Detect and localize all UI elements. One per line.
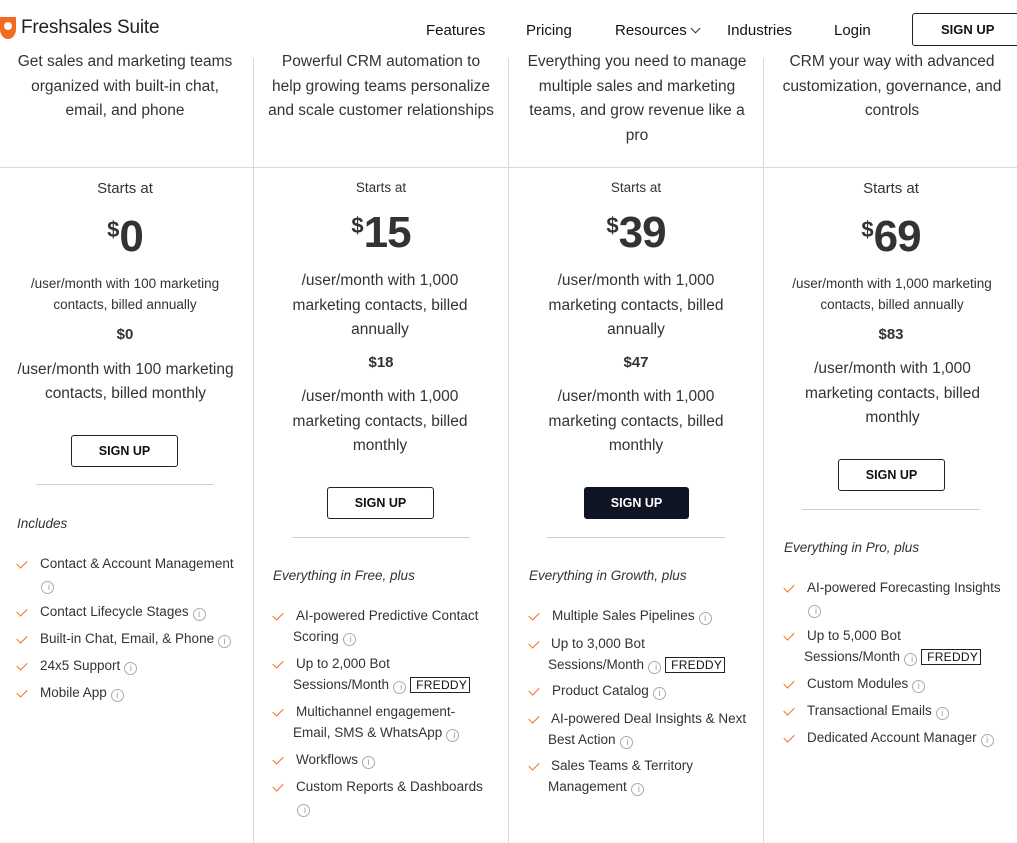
feature-item [807, 700, 949, 721]
check-icon [528, 609, 539, 620]
feature-item [293, 701, 468, 743]
column-divider [508, 58, 509, 843]
check-icon [783, 629, 794, 640]
feature-text: Built-in Chat, Email, & Phone [40, 631, 215, 646]
info-icon[interactable]: i [620, 736, 633, 749]
price-value: 69 [873, 212, 921, 261]
nav-resources-label: Resources [615, 22, 687, 39]
feature-text: Contact & Account Management [40, 556, 234, 571]
starts-at-label: Starts at [863, 180, 919, 197]
monthly-billing-note: /user/month with 1,000 marketing contacts, billed monthly [548, 388, 724, 454]
info-icon[interactable]: i [936, 707, 949, 720]
feature-text: Product Catalog [552, 683, 649, 698]
info-icon[interactable]: i [446, 729, 459, 742]
plan-pro-signup-button[interactable]: SIGN UP [584, 487, 689, 519]
plan-enterprise-signup-button[interactable]: SIGN UP [838, 459, 945, 491]
nav-features[interactable]: Features [426, 22, 486, 39]
feature-text: Sales Teams & Territory Management [548, 758, 694, 794]
feature-text: AI-powered Predictive Contact Scoring [293, 608, 479, 644]
monthly-billing-note: /user/month with 1,000 marketing contacts, billed monthly [805, 360, 980, 426]
check-icon [272, 753, 283, 764]
feature-text: Custom Modules [807, 676, 909, 691]
plan-price [510, 208, 762, 258]
info-icon[interactable]: i [41, 581, 54, 594]
column-divider [253, 58, 254, 843]
annual-billing-note: /user/month with 1,000 marketing contacts, billed annually [548, 272, 724, 338]
plan-enterprise-description: CRM your way with advanced customization, governance, and controls [782, 53, 1002, 119]
currency-symbol: $ [606, 213, 618, 239]
feature-text: AI-powered Deal Insights & Next Best Action [548, 711, 747, 747]
feature-text: Up to 2,000 Bot Sessions/Month [293, 656, 390, 692]
nav-login[interactable]: Login [834, 22, 871, 39]
feature-item [40, 601, 206, 622]
feature-text: Multiple Sales Pipelines [552, 608, 695, 623]
feature-item [807, 727, 994, 748]
feature-item [807, 673, 925, 694]
feature-item [40, 655, 137, 676]
feature-item [293, 605, 498, 647]
monthly-price: $0 [116, 326, 134, 343]
feature-text: 24x5 Support [40, 658, 121, 673]
feature-text: Workflows [296, 752, 359, 767]
info-icon[interactable]: i [631, 783, 644, 796]
plan-free-description: Get sales and marketing teams organized with built-in chat, email, and phone [17, 53, 233, 119]
section-separator [36, 484, 214, 485]
currency-symbol: $ [861, 217, 873, 243]
check-icon [16, 686, 27, 697]
feature-text: Custom Reports & Dashboards [296, 779, 483, 794]
monthly-price: $47 [623, 354, 649, 371]
feature-text: Contact Lifecycle Stages [40, 604, 189, 619]
check-icon [16, 605, 27, 616]
check-icon [272, 780, 283, 791]
section-separator [547, 537, 725, 538]
includes-label: Includes [17, 516, 68, 531]
plan-price [255, 208, 507, 258]
nav-resources[interactable] [615, 22, 699, 39]
plan-pro-description: Everything you need to manage multiple sales and marketing teams, and grow revenue like a pro [527, 53, 747, 144]
info-icon[interactable]: i [343, 633, 356, 646]
info-icon[interactable]: i [362, 756, 375, 769]
check-icon [783, 731, 794, 742]
feature-item [293, 776, 493, 818]
info-icon[interactable]: i [297, 804, 310, 817]
check-icon [272, 657, 283, 668]
info-icon[interactable]: i [912, 680, 925, 693]
currency-symbol: $ [351, 213, 363, 239]
freshsales-logo-icon [0, 17, 16, 39]
info-icon[interactable]: i [218, 635, 231, 648]
feature-text: AI-powered Forecasting Insights [807, 580, 1001, 595]
includes-label: Everything in Free, plus [273, 568, 415, 583]
check-icon [528, 684, 539, 695]
feature-text: Transactional Emails [807, 703, 932, 718]
starts-at-label: Starts at [355, 180, 407, 195]
feature-item [804, 577, 1014, 619]
info-icon[interactable]: i [981, 734, 994, 747]
plan-price [765, 212, 1017, 262]
info-icon[interactable]: i [393, 681, 406, 694]
info-icon[interactable]: i [193, 608, 206, 621]
feature-text: Mobile App [40, 685, 107, 700]
freddy-badge: FREDDY [410, 677, 470, 693]
plan-growth-description: Powerful CRM automation to help growing teams personalize and scale customer relationships [268, 53, 494, 119]
column-divider [763, 58, 764, 843]
info-icon[interactable]: i [648, 661, 661, 674]
price-value: 15 [363, 208, 411, 257]
monthly-price: $83 [878, 326, 904, 343]
feature-item [40, 628, 231, 649]
row-divider [0, 167, 1017, 168]
monthly-price: $18 [368, 354, 394, 371]
feature-text: Up to 3,000 Bot Sessions/Month [548, 636, 645, 672]
monthly-billing-note: /user/month with 1,000 marketing contacts, billed monthly [292, 388, 468, 454]
feature-text: Dedicated Account Manager [807, 730, 977, 745]
currency-symbol: $ [107, 217, 119, 243]
feature-item [296, 749, 375, 770]
check-icon [16, 557, 27, 568]
feature-item [548, 708, 753, 750]
annual-billing-note: /user/month with 1,000 marketing contacts, billed annually [292, 272, 468, 338]
check-icon [528, 712, 539, 723]
info-icon[interactable]: i [904, 653, 917, 666]
chevron-down-icon [690, 24, 700, 34]
info-icon[interactable]: i [653, 687, 666, 700]
plan-growth-signup-button[interactable]: SIGN UP [327, 487, 434, 519]
info-icon[interactable]: i [808, 605, 821, 618]
annual-billing-note: /user/month with 100 marketing contacts, billed annually [30, 276, 220, 312]
includes-label: Everything in Pro, plus [784, 540, 920, 555]
check-icon [16, 632, 27, 643]
info-icon[interactable]: i [111, 689, 124, 702]
brand-name: Freshsales Suite [21, 17, 160, 38]
check-icon [528, 759, 539, 770]
feature-item [552, 605, 712, 626]
brand-logo[interactable] [0, 17, 159, 39]
nav-industries[interactable]: Industries [727, 22, 793, 39]
includes-label: Everything in Growth, plus [529, 568, 687, 583]
starts-at-label: Starts at [97, 180, 153, 197]
section-separator [292, 537, 470, 538]
feature-item [552, 680, 666, 701]
feature-text: Up to 5,000 Bot Sessions/Month [804, 628, 901, 664]
price-value: 0 [119, 212, 143, 261]
freddy-badge: FREDDY [665, 657, 725, 673]
plan-free-signup-button[interactable]: SIGN UP [71, 435, 178, 467]
nav-pricing[interactable]: Pricing [526, 22, 572, 39]
feature-item [293, 653, 483, 695]
section-separator [802, 509, 980, 510]
header-signup-button[interactable]: SIGN UP [912, 13, 1017, 46]
feature-item [804, 625, 994, 667]
price-value: 39 [618, 208, 666, 257]
feature-item [37, 553, 237, 595]
check-icon [272, 705, 283, 716]
feature-text: Multichannel engagement- Email, SMS & WhatsApp [293, 704, 456, 740]
info-icon[interactable]: i [124, 662, 137, 675]
check-icon [272, 609, 283, 620]
feature-item [40, 682, 124, 703]
info-icon[interactable]: i [699, 612, 712, 625]
freddy-badge: FREDDY [921, 649, 981, 665]
check-icon [783, 581, 794, 592]
check-icon [528, 637, 539, 648]
starts-at-label: Starts at [610, 180, 662, 195]
feature-item [548, 633, 738, 675]
plan-price [0, 212, 250, 262]
monthly-billing-note: /user/month with 100 marketing contacts, billed monthly [17, 361, 234, 402]
annual-billing-note: /user/month with 1,000 marketing contacts, billed annually [792, 276, 992, 312]
check-icon [783, 704, 794, 715]
check-icon [783, 677, 794, 688]
feature-item [548, 755, 728, 797]
check-icon [16, 659, 27, 670]
